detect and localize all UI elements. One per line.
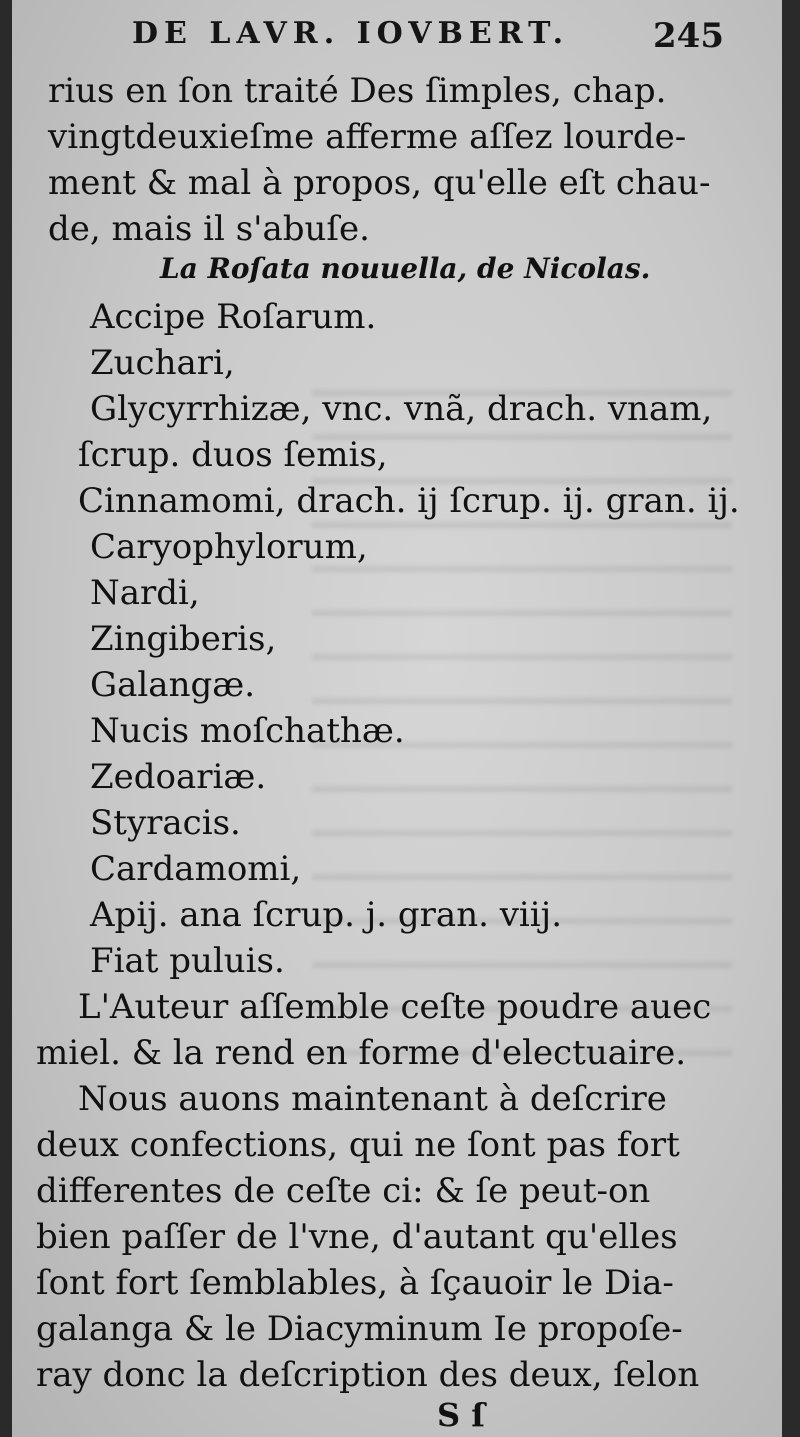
book-page	[12, 0, 782, 1437]
recipe-line: Styracis.	[90, 803, 241, 843]
text-line: rius en ſon traité Des ſimples, chap.	[48, 71, 667, 111]
paragraph-line: ſont fort ſemblables, à ſçauoir le Dia-	[36, 1263, 674, 1303]
recipe-line: Zuchari,	[90, 343, 235, 383]
recipe-line: Zingiberis,	[90, 619, 277, 659]
paragraph-line: galanga & le Diacyminum Ie propoſe-	[36, 1309, 683, 1349]
text-line: vingtdeuxieſme afferme aſſez lourde-	[48, 117, 687, 157]
paragraph-line: bien paſſer de l'vne, d'autant qu'elles	[36, 1217, 678, 1257]
recipe-line: Apij. ana ſcrup. j. gran. viij.	[90, 895, 563, 935]
recipe-line: Nucis moſchathæ.	[90, 711, 405, 751]
page-number: 245	[653, 16, 724, 56]
recipe-line: Cinnamomi, drach. ij ſcrup. ij. gran. ij.	[78, 481, 740, 521]
recipe-line: Fiat puluis.	[90, 941, 285, 981]
recipe-line: Galangæ.	[90, 665, 256, 705]
recipe-line: Caryophylorum,	[90, 527, 368, 567]
paragraph-line: differentes de ceſte ci: & ſe peut-on	[36, 1171, 651, 1211]
recipe-line: Nardi,	[90, 573, 200, 613]
recipe-line: Cardamomi,	[90, 849, 302, 889]
recipe-line: ſcrup. duos ſemis,	[78, 435, 388, 475]
recipe-line: Zedoariæ.	[90, 757, 267, 797]
text-line: ment & mal à propos, qu'elle eſt chau-	[48, 163, 711, 203]
recipe-title: La Roſata nouuella, de Nicolas.	[160, 252, 651, 285]
paragraph-line: deux confections, qui ne ſont pas fort	[36, 1125, 680, 1165]
paragraph-line: miel. & la rend en forme d'electuaire.	[36, 1033, 687, 1073]
paragraph-line: ray donc la deſcription des deux, ſelon	[36, 1355, 700, 1395]
signature-mark: S ſ	[437, 1396, 486, 1434]
text-line: de, mais il s'abuſe.	[48, 209, 370, 249]
recipe-line: Accipe Roſarum.	[90, 297, 377, 337]
recipe-line: Glycyrrhizæ, vnc. vnã, drach. vnam,	[90, 389, 713, 429]
paragraph-line: Nous auons maintenant à deſcrire	[78, 1079, 667, 1119]
paragraph-line: L'Auteur aſſemble ceſte poudre auec	[78, 987, 712, 1027]
running-title: DE LAVR. IOVBERT.	[132, 16, 570, 51]
